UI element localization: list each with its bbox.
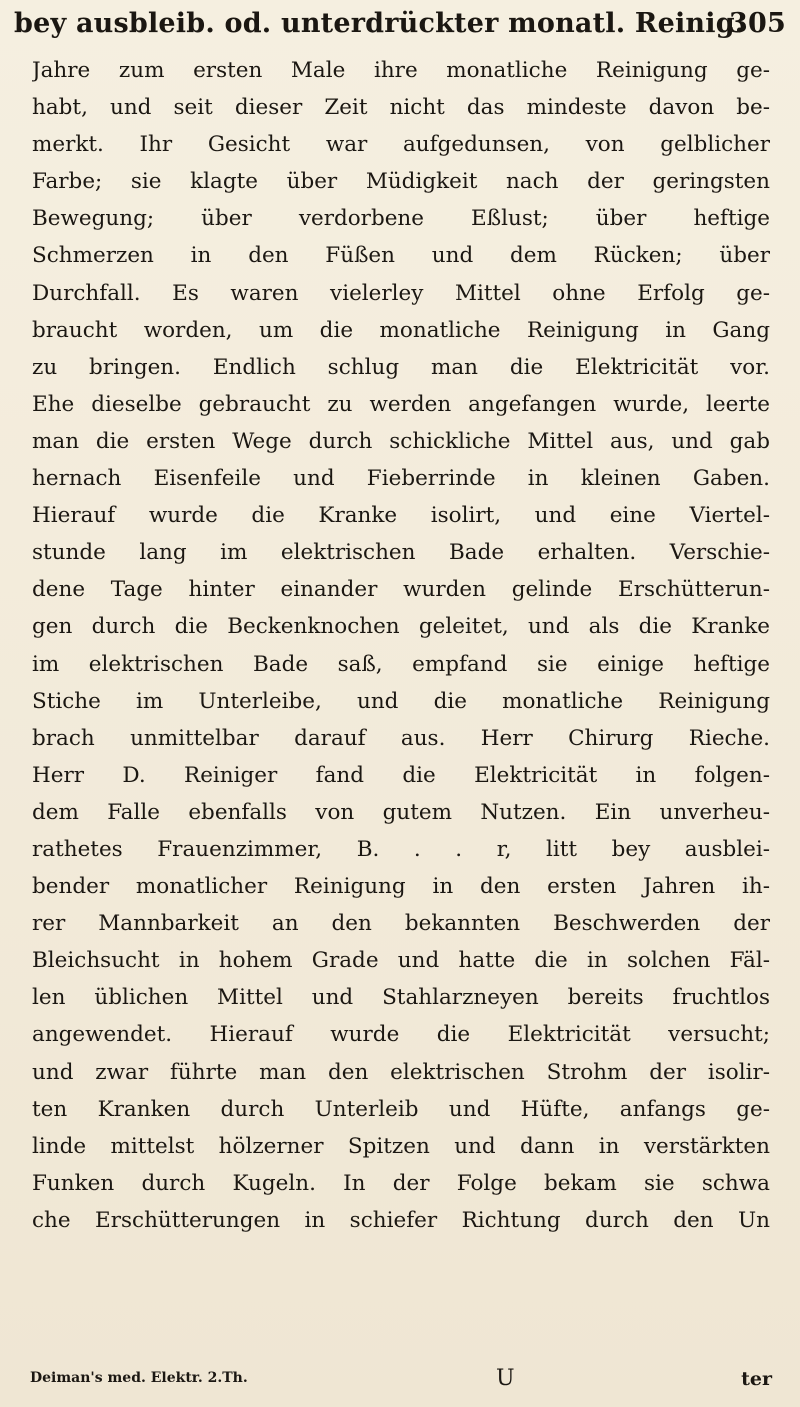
text-line: Hierauf wurde die Kranke isolirt, und eine Viertel- (32, 503, 770, 529)
text-line: bender monatlicher Reinigung in den ersten Jahren ih- (32, 874, 770, 900)
text-line: ten Kranken durch Unterleib und Hüfte, anfangs ge- (32, 1096, 770, 1122)
text-line: linde mittelst hölzerner Spitzen und dann in verstärkten (32, 1133, 770, 1159)
text-line: Ehe dieselbe gebraucht zu werden angefangen wurde, leerte (32, 391, 770, 417)
text-line: braucht worden, um die monatliche Reinigung in Gang (32, 317, 770, 343)
text-line: brach unmittelbar darauf aus. Herr Chirurg Rieche. (32, 725, 770, 751)
text-line: Jahre zum ersten Male ihre monatliche Reinigung ge- (32, 58, 770, 83)
body-text (32, 52, 770, 1239)
text-line: habt, und seit dieser Zeit nicht das mindeste davon be- (32, 95, 770, 121)
page-footer (30, 1368, 772, 1394)
text-line: Herr D. Reiniger fand die Elektricität in folgen- (32, 762, 770, 788)
text-line: Funken durch Kugeln. In der Folge bekam sie schwa (32, 1170, 770, 1196)
page-number: 305 (729, 8, 786, 39)
text-line: dene Tage hinter einander wurden gelinde Erschütterun- (32, 577, 770, 603)
text-line: Durchfall. Es waren vielerley Mittel ohne Erfolg ge- (32, 280, 770, 306)
text-line: Bewegung; über verdorbene Eßlust; über heftige (32, 206, 770, 232)
text-line: man die ersten Wege durch schickliche Mittel aus, und gab (32, 428, 770, 454)
text-line: rer Mannbarkeit an den bekannten Beschwerden der (32, 911, 770, 937)
text-line: che Erschütterungen in schiefer Richtung durch den Un (32, 1207, 770, 1233)
text-line: merkt. Ihr Gesicht war aufgedunsen, von gelblicher (32, 132, 770, 158)
text-line: Farbe; sie klagte über Müdigkeit nach der geringsten (32, 169, 770, 195)
running-title: bey ausbleib. od. unterdrückter monatl. Reinig. (14, 8, 745, 39)
catchword: ter (741, 1368, 772, 1390)
text-line: stunde lang im elektrischen Bade erhalten. Verschie- (32, 540, 770, 566)
text-line: zu bringen. Endlich schlug man die Elektricität vor. (32, 354, 770, 380)
running-head (14, 4, 786, 44)
signature-mark: U (496, 1366, 515, 1391)
text-line: angewendet. Hierauf wurde die Elektricität versucht; (32, 1022, 770, 1048)
text-line: rathetes Frauenzimmer, B. . . r, litt bey ausblei- (32, 836, 770, 862)
text-line: len üblichen Mittel und Stahlarzneyen bereits fruchtlos (32, 985, 770, 1011)
text-line: dem Falle ebenfalls von gutem Nutzen. Ein unverheu- (32, 799, 770, 825)
text-line: Stiche im Unterleibe, und die monatliche Reinigung (32, 688, 770, 714)
text-line: hernach Eisenfeile und Fieberrinde in kleinen Gaben. (32, 466, 770, 492)
text-line: Bleichsucht in hohem Grade und hatte die in solchen Fäl- (32, 948, 770, 974)
text-line: im elektrischen Bade saß, empfand sie einige heftige (32, 651, 770, 677)
text-line: und zwar führte man den elektrischen Strohm der isolir- (32, 1059, 770, 1085)
text-line: Schmerzen in den Füßen und dem Rücken; über (32, 243, 770, 269)
printer-imprint: Deiman's med. Elektr. 2.Th. (30, 1370, 248, 1386)
text-line: gen durch die Beckenknochen geleitet, und als die Kranke (32, 614, 770, 640)
